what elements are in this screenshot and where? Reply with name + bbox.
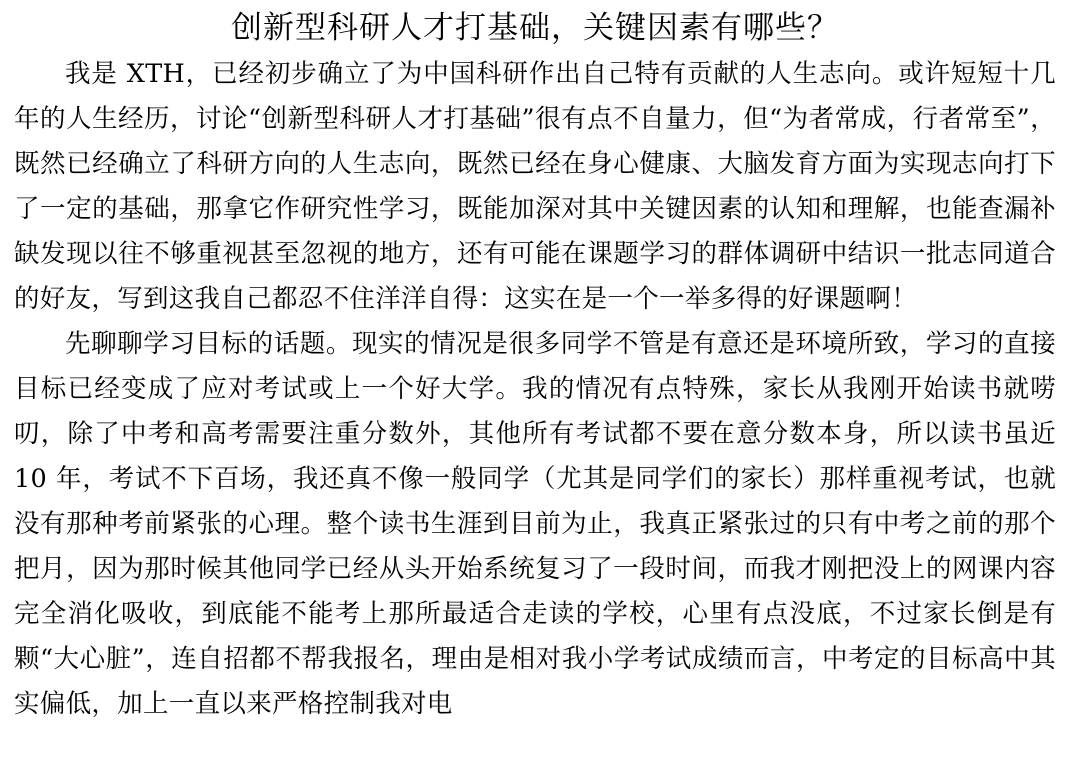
document-title: 创新型科研人才打基础，关键因素有哪些？ — [231, 10, 839, 46]
paragraph-intro: 我是 XTH，已经初步确立了为中国科研作出自己特有贡献的人生志向。或许短短十几年的人生经历，讨论“创新型科研人才打基础”很有点不自量力，但“为者常成，行者常至”，既然已经确立了科研方向的人生志向，既然已经在身心健康、大脑发育方面为实现志向打下了一定的基础，那拿它作研究性学习，既能加深对其中关键因素的认知和理解，也能查漏补缺发现以往不够重视甚至忽视的地方，还有可能在课题学习的群体调研中结识一批志同道合的好友，写到这我自己都忍不住洋洋自得：这实在是一个一举多得的好课题啊！ — [14, 59, 1056, 314]
paragraph-learning-goals: 先聊聊学习目标的话题。现实的情况是很多同学不管是有意还是环境所致，学习的直接目标已经变成了应对考试或上一个好大学。我的情况有点特殊，家长从我刚开始读书就唠叨，除了中考和高考需要注重分数外，其他所有考试都不要在意分数本身，所以读书虽近 10 年，考试不下百场，我还真不像一般同学（尤其是同学们的家长）那样重视考试，也就没有那种考前紧张的心理。整个读书生涯到目前为止，我真正紧张过的只有中考之前的那个把月，因为那时候其他同学已经从头开始系统复习了一段时间，而我才刚把没上的网课内容完全消化吸收，到底能不能考上那所最适合走读的学校，心里有点没底，不过家长倒是有颗“大心脏”，连自招都不帮我报名，理由是相对我小学考试成绩而言，中考定的目标高中其实偏低，加上一直以来严格控制我对电 — [14, 329, 1056, 719]
